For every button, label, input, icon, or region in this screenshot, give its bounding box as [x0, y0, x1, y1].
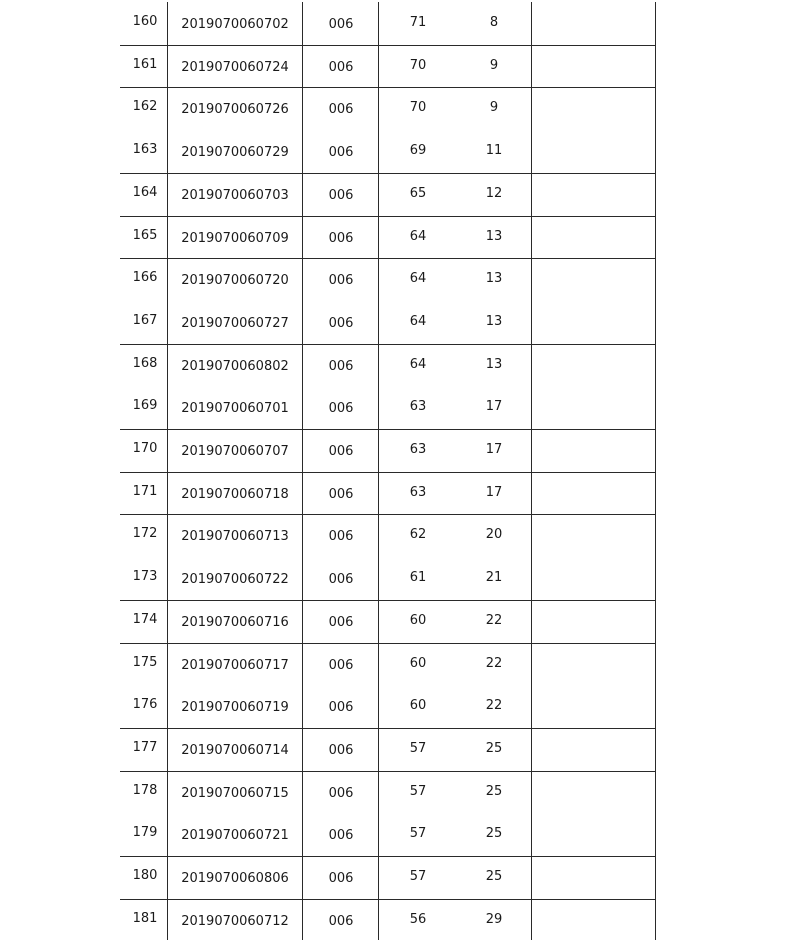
row-divider	[120, 856, 656, 857]
rank-cell: 22	[485, 655, 503, 671]
exam-id-cell: 2019070060716	[181, 614, 289, 630]
position-code-cell: 006	[328, 700, 354, 716]
position-code-cell: 006	[328, 230, 354, 246]
exam-id-cell: 2019070060717	[181, 657, 289, 673]
exam-id-cell: 2019070060721	[181, 828, 289, 844]
row-number-cell: 171	[132, 483, 158, 499]
row-divider	[120, 728, 656, 729]
position-code-cell: 006	[328, 529, 354, 545]
position-code-cell: 006	[328, 871, 354, 886]
rank-cell: 22	[485, 698, 503, 714]
row-number-cell: 160	[132, 14, 158, 29]
row-number-cell: 165	[132, 227, 158, 243]
rank-cell: 13	[485, 228, 503, 244]
column-divider	[167, 2, 168, 940]
score-cell: 57	[409, 869, 427, 884]
score-cell: 60	[409, 698, 427, 714]
exam-id-cell: 2019070060709	[181, 230, 289, 246]
position-code-cell: 006	[328, 444, 354, 459]
row-number-cell: 176	[132, 697, 158, 713]
row-number-cell: 177	[132, 739, 158, 755]
score-cell: 57	[409, 826, 427, 842]
row-number-cell: 179	[132, 825, 158, 841]
row-divider	[120, 45, 656, 46]
row-number-cell: 162	[132, 99, 158, 115]
row-divider	[120, 472, 656, 473]
exam-id-cell: 2019070060719	[181, 700, 289, 716]
position-code-cell: 006	[328, 358, 354, 374]
score-cell: 64	[409, 313, 427, 329]
row-number-cell: 169	[132, 398, 158, 414]
score-cell: 63	[409, 442, 427, 457]
exam-id-cell: 2019070060806	[181, 871, 289, 886]
score-cell: 60	[409, 655, 427, 671]
exam-id-cell: 2019070060724	[181, 59, 289, 75]
score-cell: 64	[409, 356, 427, 372]
score-cell: 64	[409, 228, 427, 244]
row-divider	[120, 173, 656, 174]
row-number-cell: 170	[132, 441, 158, 456]
rank-cell: 29	[485, 911, 503, 927]
position-code-cell: 006	[328, 315, 354, 331]
row-divider	[120, 429, 656, 430]
row-number-cell: 174	[132, 611, 158, 627]
column-divider	[302, 2, 303, 940]
rank-cell: 13	[485, 356, 503, 372]
rank-cell: 9	[489, 100, 499, 116]
row-number-cell: 175	[132, 654, 158, 670]
score-cell: 71	[409, 15, 427, 30]
row-number-cell: 167	[132, 312, 158, 328]
position-code-cell: 006	[328, 17, 354, 32]
score-cell: 60	[409, 612, 427, 628]
position-code-cell: 006	[328, 187, 354, 203]
row-divider	[120, 344, 656, 345]
row-divider	[120, 216, 656, 217]
row-number-cell: 180	[132, 868, 158, 883]
rank-cell: 12	[485, 185, 503, 201]
score-cell: 63	[409, 484, 427, 500]
exam-id-cell: 2019070060726	[181, 102, 289, 118]
row-number-cell: 166	[132, 270, 158, 286]
rank-cell: 22	[485, 612, 503, 628]
rank-cell: 25	[485, 783, 503, 799]
exam-id-cell: 2019070060714	[181, 742, 289, 758]
score-cell: 70	[409, 57, 427, 73]
row-number-cell: 161	[132, 56, 158, 72]
position-code-cell: 006	[328, 828, 354, 844]
exam-id-cell: 2019070060720	[181, 273, 289, 289]
position-code-cell: 006	[328, 785, 354, 801]
rank-cell: 25	[485, 869, 503, 884]
score-cell: 57	[409, 740, 427, 756]
column-divider	[655, 2, 656, 940]
row-divider	[120, 899, 656, 900]
rank-cell: 17	[485, 399, 503, 415]
position-code-cell: 006	[328, 145, 354, 161]
exam-id-cell: 2019070060715	[181, 785, 289, 801]
position-code-cell: 006	[328, 657, 354, 673]
exam-id-cell: 2019070060701	[181, 401, 289, 417]
exam-id-cell: 2019070060703	[181, 187, 289, 203]
exam-id-cell: 2019070060707	[181, 444, 289, 459]
position-code-cell: 006	[328, 572, 354, 588]
row-number-cell: 181	[132, 910, 158, 926]
exam-id-cell: 2019070060718	[181, 486, 289, 502]
row-divider	[120, 771, 656, 772]
row-number-cell: 178	[132, 782, 158, 798]
position-code-cell: 006	[328, 913, 354, 929]
rank-cell: 25	[485, 740, 503, 756]
row-number-cell: 164	[132, 184, 158, 200]
position-code-cell: 006	[328, 742, 354, 758]
rank-cell: 17	[485, 484, 503, 500]
position-code-cell: 006	[328, 59, 354, 75]
position-code-cell: 006	[328, 401, 354, 417]
row-divider	[120, 600, 656, 601]
exam-id-cell: 2019070060702	[181, 17, 289, 32]
row-number-cell: 168	[132, 355, 158, 371]
row-number-cell: 172	[132, 526, 158, 542]
score-cell: 70	[409, 100, 427, 116]
score-cell: 57	[409, 783, 427, 799]
position-code-cell: 006	[328, 102, 354, 118]
rank-cell: 25	[485, 826, 503, 842]
row-divider	[120, 87, 656, 88]
row-number-cell: 173	[132, 569, 158, 585]
row-divider	[120, 643, 656, 644]
row-number-cell: 163	[132, 142, 158, 158]
row-divider	[120, 258, 656, 259]
score-cell: 65	[409, 185, 427, 201]
exam-id-cell: 2019070060713	[181, 529, 289, 545]
position-code-cell: 006	[328, 273, 354, 289]
row-divider	[120, 514, 656, 515]
rank-cell: 17	[485, 442, 503, 457]
column-divider	[531, 2, 532, 940]
score-cell: 61	[409, 570, 427, 586]
score-cell: 62	[409, 527, 427, 543]
rank-cell: 9	[489, 57, 499, 73]
rank-cell: 11	[485, 143, 503, 159]
rank-cell: 13	[485, 271, 503, 287]
score-cell: 63	[409, 399, 427, 415]
exam-id-cell: 2019070060727	[181, 315, 289, 331]
score-cell: 69	[409, 143, 427, 159]
position-code-cell: 006	[328, 486, 354, 502]
rank-cell: 13	[485, 313, 503, 329]
column-divider	[378, 2, 379, 940]
score-cell: 56	[409, 911, 427, 927]
rank-cell: 8	[489, 15, 499, 30]
rank-cell: 20	[485, 527, 503, 543]
position-code-cell: 006	[328, 614, 354, 630]
exam-id-cell: 2019070060729	[181, 145, 289, 161]
exam-id-cell: 2019070060712	[181, 913, 289, 929]
score-cell: 64	[409, 271, 427, 287]
exam-id-cell: 2019070060722	[181, 572, 289, 588]
rank-cell: 21	[485, 570, 503, 586]
exam-id-cell: 2019070060802	[181, 358, 289, 374]
